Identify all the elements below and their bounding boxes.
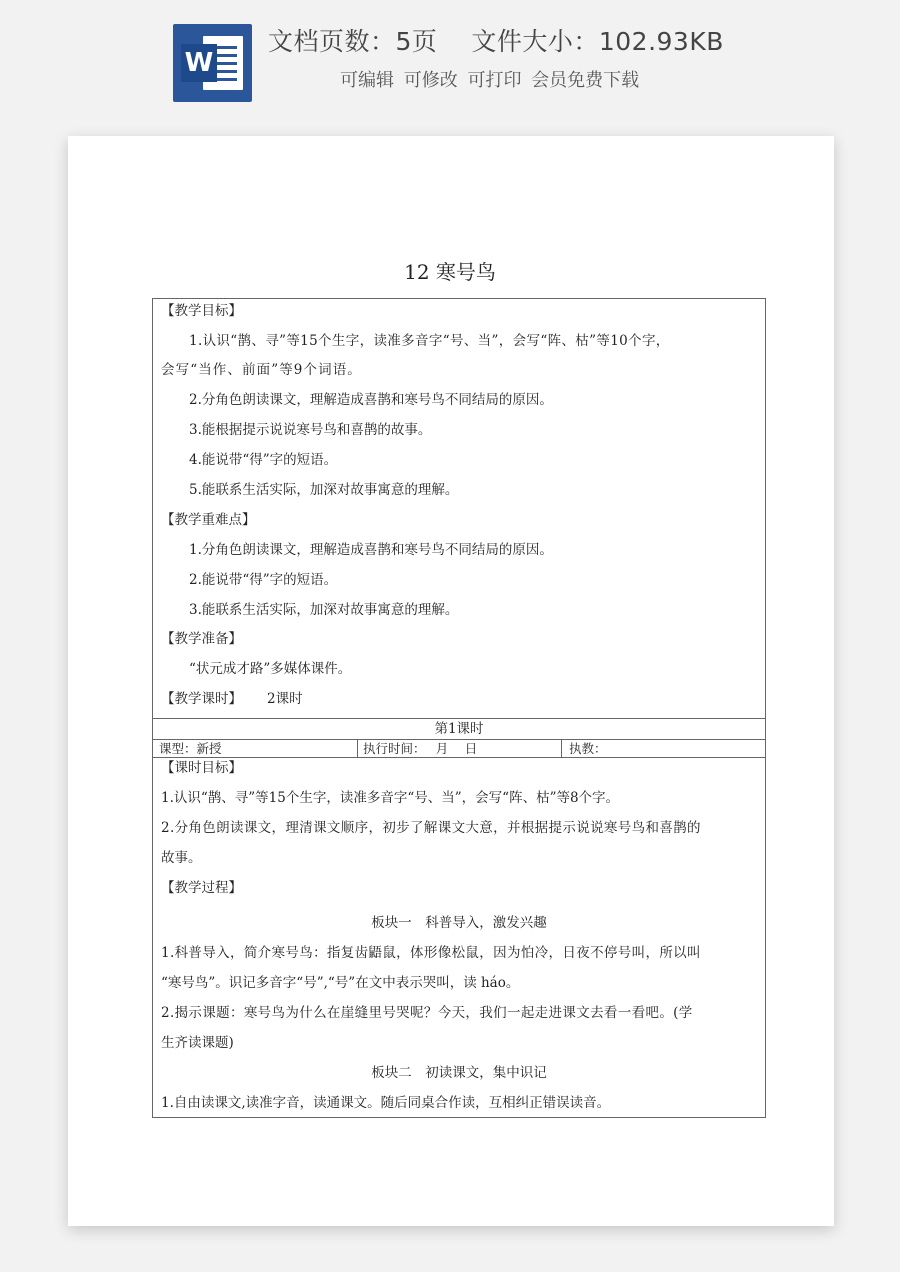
process-line: 1.科普导入，简介寒号鸟：指复齿鼯鼠，体形像松鼠，因为怕冷，日夜不停号叫，所以叫 xyxy=(161,945,701,961)
cell-divider xyxy=(561,740,562,757)
goal-item: 1.认识“鹊、寻”等15个生字，读准多音字“号、当”，会写“阵、枯”等10个字， xyxy=(189,333,670,349)
file-info-title: 文档页数：5页 文件大小：102.93KB xyxy=(268,27,724,56)
file-features-subtitle: 可编辑 可修改 可打印 会员免费下载 xyxy=(340,70,640,91)
process-heading: 【教学过程】 xyxy=(161,880,242,896)
lesson-title-row xyxy=(152,718,766,740)
lesson-type: 课型：新授 xyxy=(159,741,222,756)
section-title: 板块一 科普导入，激发兴趣 xyxy=(371,915,547,931)
process-line: “寒号鸟”。识记多音字“号”,“号”在文中表示哭叫，读 háo。 xyxy=(161,975,520,991)
key-point-item: 3.能联系生活实际，加深对故事寓意的理解。 xyxy=(189,602,459,618)
document-title: 12 寒号鸟 xyxy=(404,260,496,284)
teaching-plan-table xyxy=(152,298,766,719)
key-point-item: 2.能说带“得”字的短语。 xyxy=(189,572,338,588)
key-points-heading: 【教学重难点】 xyxy=(161,512,256,528)
lesson-time: 执行时间： 月 日 xyxy=(363,741,478,756)
lesson-goal-item: 2.分角色朗读课文，理清课文顺序，初步了解课文大意，并根据提示说说寒号鸟和喜鹊的 xyxy=(161,820,701,836)
lesson-title: 第1课时 xyxy=(434,721,484,737)
goal-item: 3.能根据提示说说寒号鸟和喜鹊的故事。 xyxy=(189,422,432,438)
lesson-goal-item: 1.认识“鹊、寻”等15个生字，读准多音字“号、当”，会写“阵、枯”等8个字。 xyxy=(161,790,620,806)
cell-divider xyxy=(357,740,358,757)
goal-item: 会写“当作、前面”等9个词语。 xyxy=(161,362,362,378)
goal-item: 4.能说带“得”字的短语。 xyxy=(189,452,338,468)
lesson-goals-heading: 【课时目标】 xyxy=(161,760,242,776)
hours-heading: 【教学课时】 xyxy=(161,691,242,707)
hours-value: 2课时 xyxy=(267,691,303,707)
key-point-item: 1.分角色朗读课文，理解造成喜鹊和寒号鸟不同结局的原因。 xyxy=(189,542,553,558)
lesson-content-cell xyxy=(152,757,766,1118)
process-line: 2.揭示课题：寒号鸟为什么在崖缝里号哭呢？今天，我们一起走进课文去看一看吧。(学 xyxy=(161,1005,693,1021)
word-document-icon xyxy=(173,24,252,102)
process-line: 生齐读课题) xyxy=(161,1035,234,1051)
process-line: 1.自由读课文,读准字音，读通课文。随后同桌合作读，互相纠正错误读音。 xyxy=(161,1095,611,1111)
preparation-text: “状元成才路”多媒体课件。 xyxy=(189,661,352,677)
word-letter-badge: W xyxy=(181,44,217,82)
preparation-heading: 【教学准备】 xyxy=(161,631,242,647)
section-title: 板块二 初读课文，集中识记 xyxy=(371,1065,547,1081)
goal-item: 2.分角色朗读课文，理解造成喜鹊和寒号鸟不同结局的原因。 xyxy=(189,392,553,408)
goals-heading: 【教学目标】 xyxy=(161,303,242,319)
lesson-meta-row xyxy=(152,739,766,758)
lesson-teacher: 执教： xyxy=(569,741,607,756)
lesson-goal-item: 故事。 xyxy=(161,850,202,866)
download-header xyxy=(0,0,900,120)
goal-item: 5.能联系生活实际，加深对故事寓意的理解。 xyxy=(189,482,459,498)
